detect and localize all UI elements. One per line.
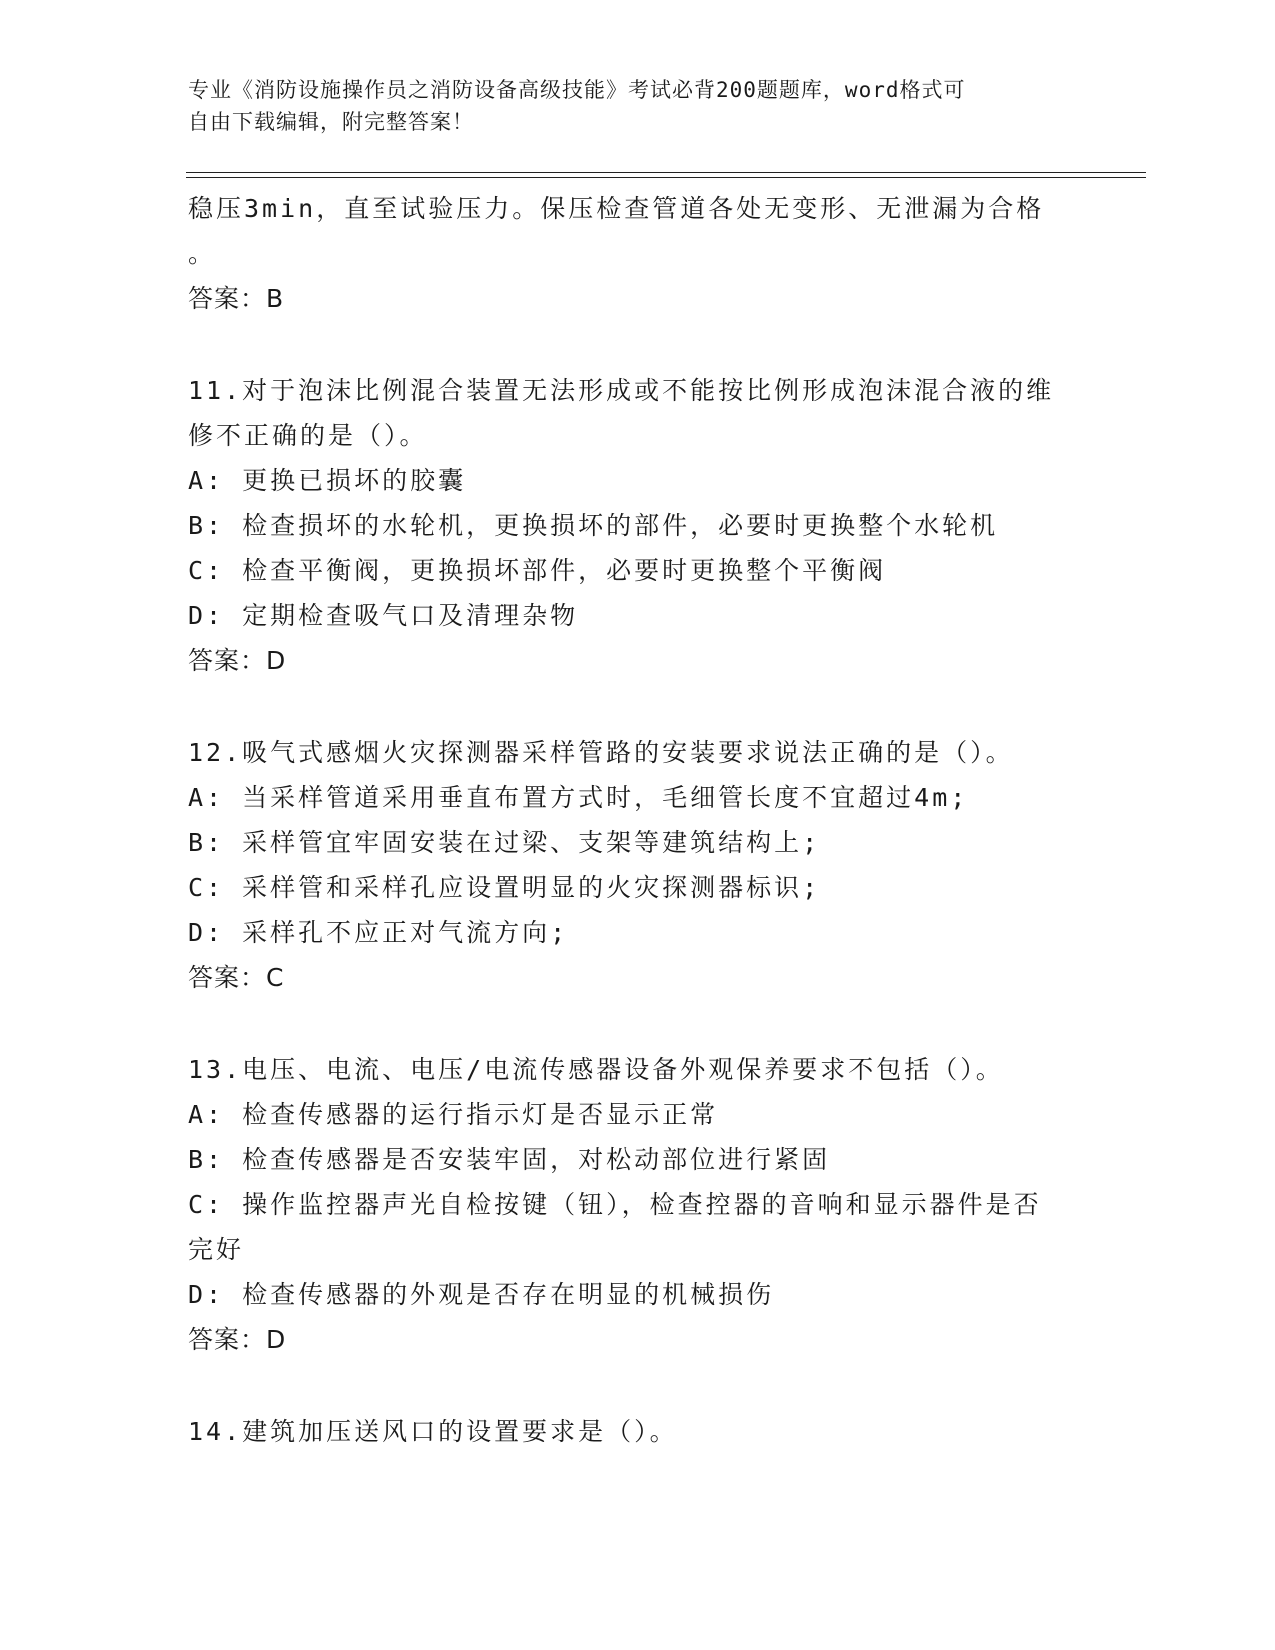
option-b: B: 检查损坏的水轮机，更换损坏的部件，必要时更换整个水轮机: [188, 511, 999, 540]
question-13: [188, 1047, 1088, 1362]
header-line-1: 专业《消防设施操作员之消防设备高级技能》考试必背200题题库，word格式可: [188, 78, 966, 102]
text-line: 稳压3min，直至试验压力。保压检查管道各处无变形、无泄漏为合格: [188, 194, 1045, 223]
text-line: 。: [188, 239, 217, 268]
page-header: [188, 74, 1068, 138]
option-b: B: 检查传感器是否安装牢固，对松动部位进行紧固: [188, 1145, 831, 1174]
document-body: [188, 186, 1088, 1454]
option-c-continued: 完好: [188, 1235, 245, 1264]
header-divider-bottom: [186, 177, 1146, 178]
answer-line: 答案：B: [188, 284, 285, 313]
answer-line: 答案：D: [188, 1325, 287, 1354]
option-a: A: 当采样管道采用垂直布置方式时，毛细管长度不宜超过4m;: [188, 783, 969, 812]
question-stem: 修不正确的是（）。: [188, 421, 428, 450]
previous-question-tail: [188, 186, 1088, 321]
question-stem: 14.建筑加压送风口的设置要求是（）。: [188, 1417, 678, 1446]
option-a: A: 更换已损坏的胶囊: [188, 466, 467, 495]
option-a: A: 检查传感器的运行指示灯是否显示正常: [188, 1100, 719, 1129]
option-d: D: 检查传感器的外观是否存在明显的机械损伤: [188, 1280, 775, 1309]
question-stem: 13.电压、电流、电压/电流传感器设备外观保养要求不包括（）。: [188, 1055, 1004, 1084]
option-b: B: 采样管宜牢固安装在过梁、支架等建筑结构上;: [188, 828, 821, 857]
answer-line: 答案：D: [188, 646, 287, 675]
question-stem: 12.吸气式感烟火灾探测器采样管路的安装要求说法正确的是（）。: [188, 738, 1014, 767]
answer-line: 答案：C: [188, 963, 285, 992]
question-14: [188, 1409, 1088, 1454]
question-stem: 11.对于泡沫比例混合装置无法形成或不能按比例形成泡沫混合液的维: [188, 376, 1055, 405]
option-c: C: 采样管和采样孔应设置明显的火灾探测器标识;: [188, 873, 821, 902]
option-d: D: 采样孔不应正对气流方向;: [188, 918, 569, 947]
option-c: C: 检查平衡阀，更换损坏部件，必要时更换整个平衡阀: [188, 556, 887, 585]
header-line-2: 自由下载编辑，附完整答案！: [188, 110, 474, 134]
option-c: C: 操作监控器声光自检按键（钮），检查控器的音响和显示器件是否: [188, 1190, 1042, 1219]
option-d: D: 定期检查吸气口及清理杂物: [188, 601, 579, 630]
header-divider-top: [186, 172, 1146, 173]
question-12: [188, 730, 1088, 1000]
question-11: [188, 368, 1088, 683]
